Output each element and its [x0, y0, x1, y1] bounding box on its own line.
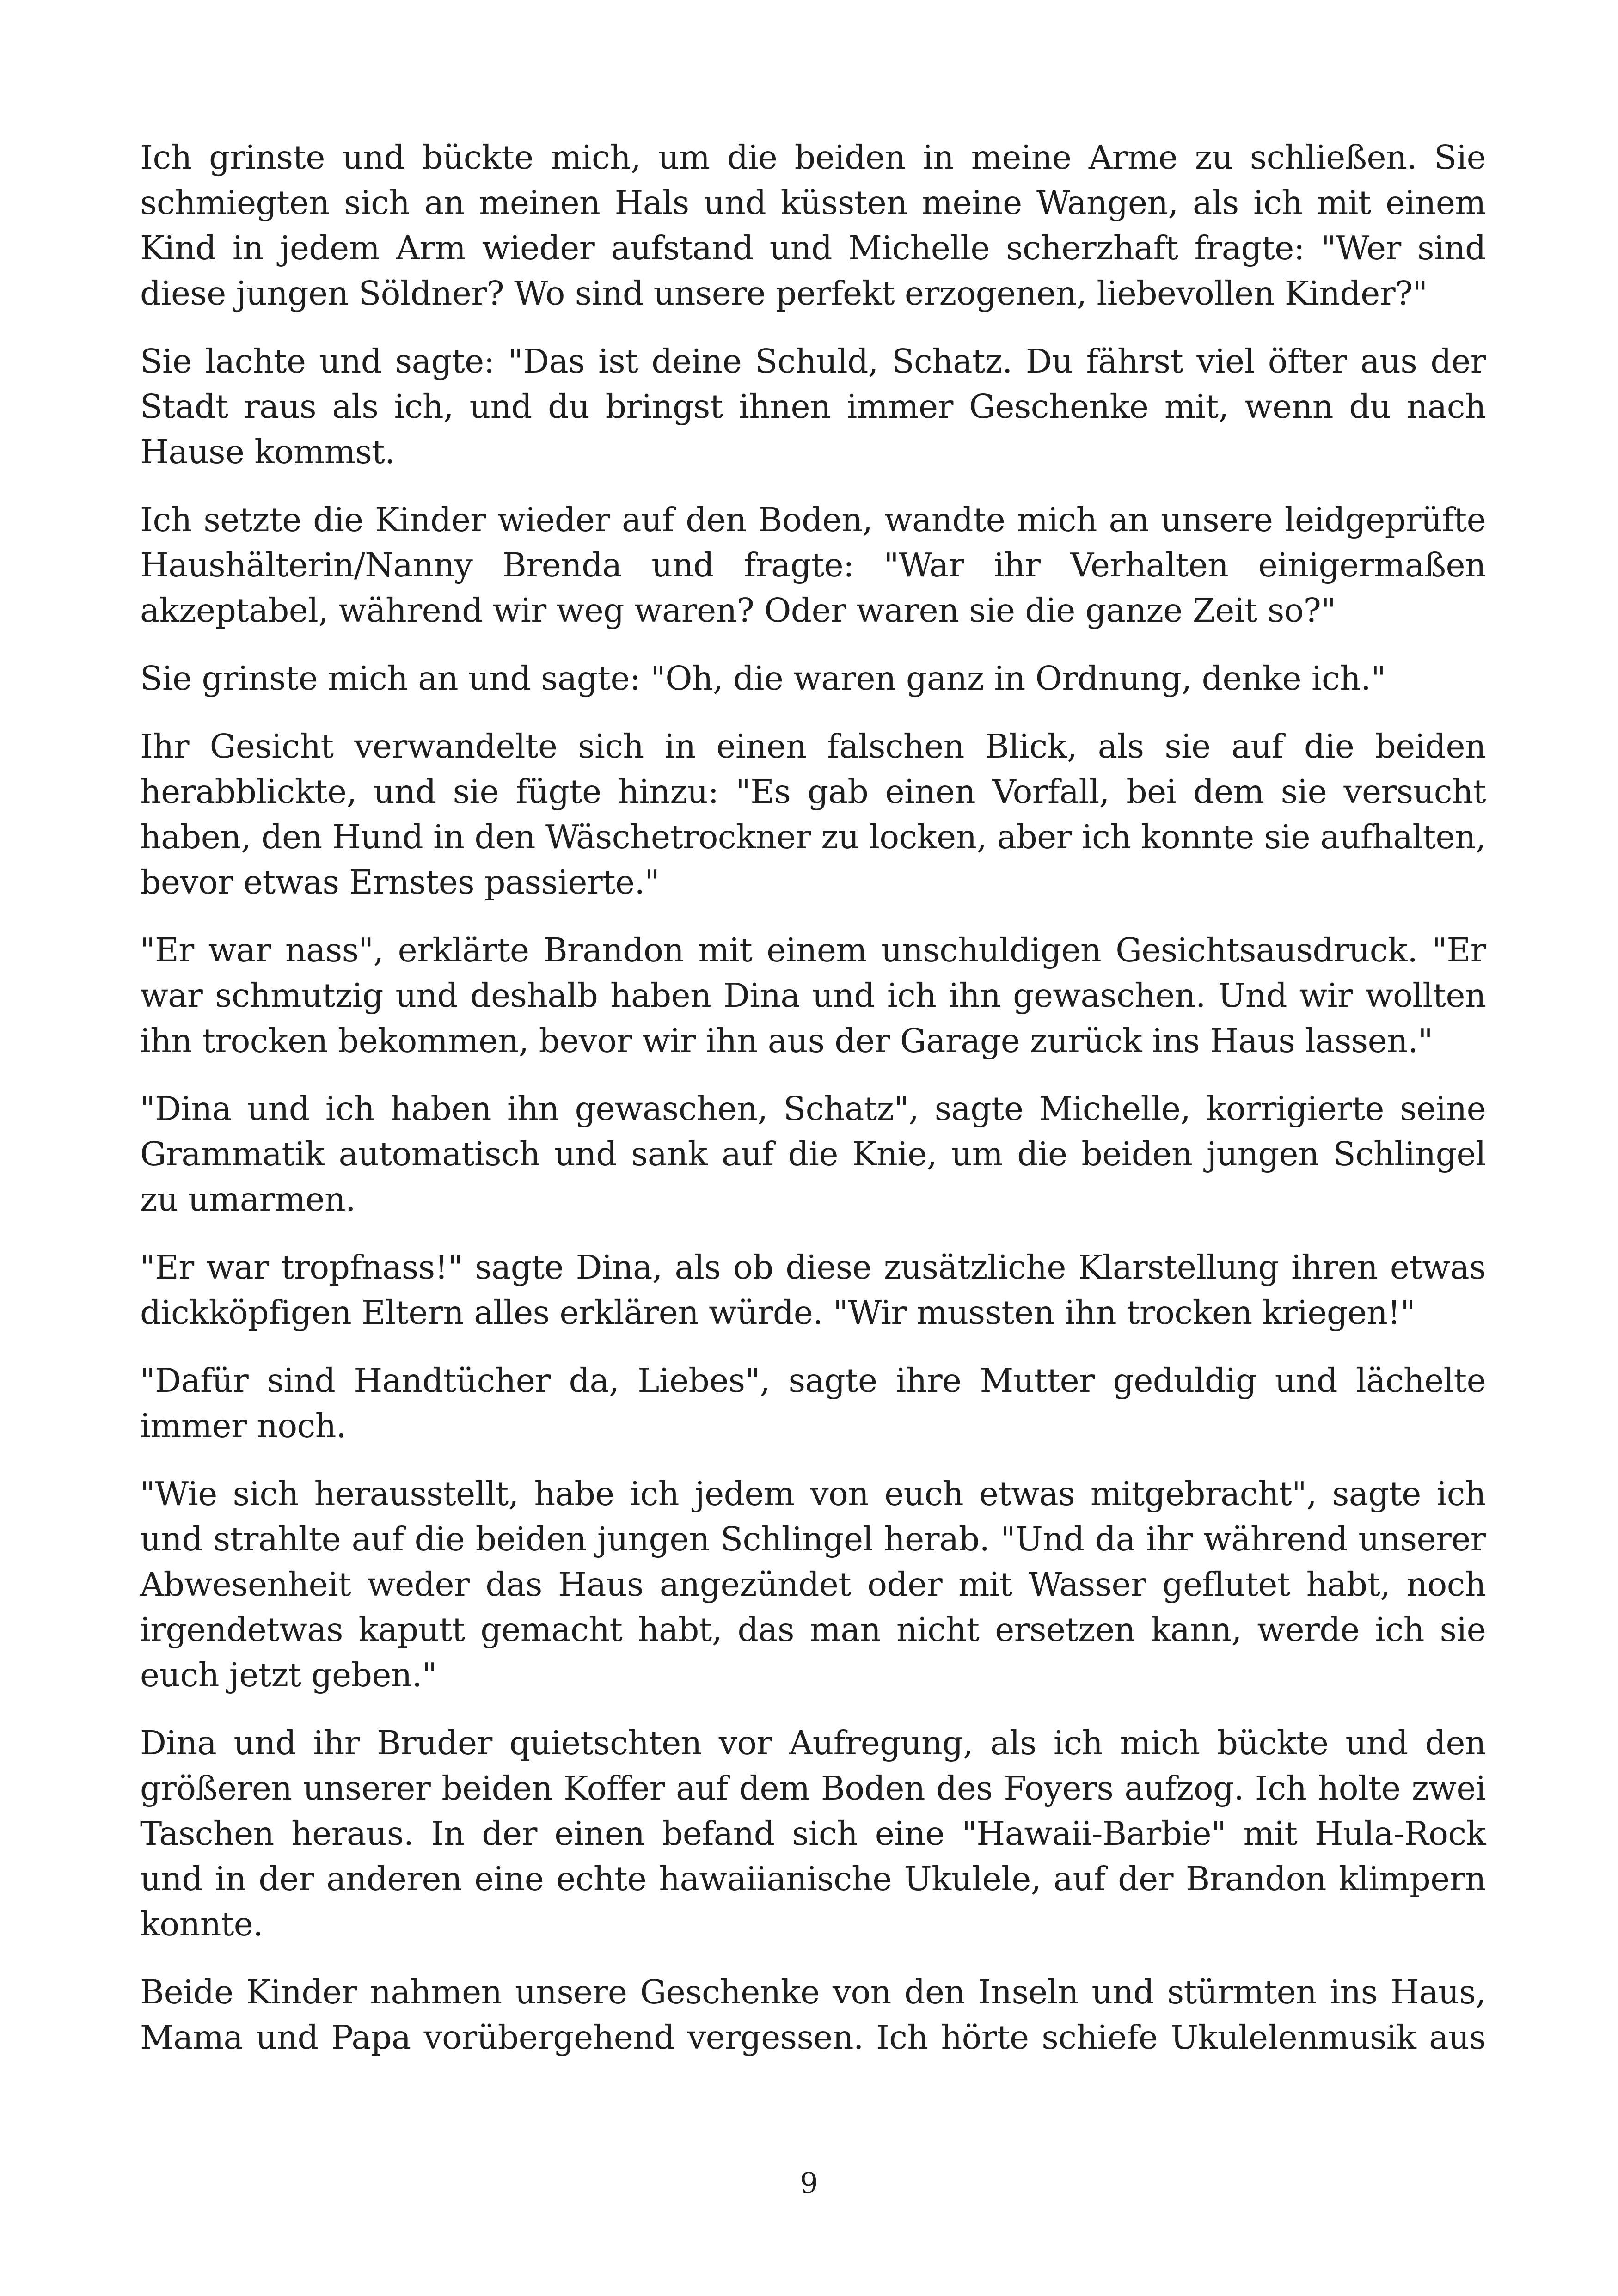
- paragraph-3: Ich setzte die Kinder wieder auf den Boden, wandte mich an unsere leidgeprüfte Haushälterin/Nanny Brenda und fragte: "War ihr Verhalten einigermaßen akzeptabel, während wir weg waren? Oder waren sie die ganze Zeit so?": [140, 501, 1486, 630]
- page-number: 9: [800, 2166, 818, 2200]
- paragraph-11: Dina und ihr Bruder quietschten vor Aufregung, als ich mich bückte und den größeren unserer beiden Koffer auf dem Boden des Foyers aufzog. Ich holte zwei Taschen heraus. In der einen befand sich eine "Hawaii-Barbie" mit Hula-Rock und in der anderen eine echte hawaiianische Ukulele, auf der Brandon klimpern konnte.: [140, 1724, 1486, 1943]
- paragraph-7: "Dina und ich haben ihn gewaschen, Schatz", sagte Michelle, korrigierte seine Grammatik automatisch und sank auf die Knie, um die beiden jungen Schlingel zu umarmen.: [140, 1090, 1486, 1218]
- paragraph-10: "Wie sich herausstellt, habe ich jedem von euch etwas mitgebracht", sagte ich und strahlte auf die beiden jungen Schlingel herab. "Und da ihr während unserer Abwesenheit weder das Haus angezündet oder mit Wasser geflutet habt, noch irgendetwas kaputt gemacht habt, das man nicht ersetzen kann, werde ich sie euch jetzt geben.": [140, 1475, 1486, 1694]
- paragraph-8: "Er war tropfnass!" sagte Dina, als ob diese zusätzliche Klarstellung ihren etwas dickköpfigen Eltern alles erklären würde. "Wir mussten ihn trocken kriegen!": [140, 1248, 1486, 1332]
- paragraph-4: Sie grinste mich an und sagte: "Oh, die waren ganz in Ordnung, denke ich.": [140, 659, 1386, 698]
- paragraph-2: Sie lachte und sagte: "Das ist deine Schuld, Schatz. Du fährst viel öfter aus der Stadt raus als ich, und du bringst ihnen immer Geschenke mit, wenn du nach Hause kommst.: [140, 342, 1486, 471]
- paragraph-5: Ihr Gesicht verwandelte sich in einen falschen Blick, als sie auf die beiden herabblickte, und sie fügte hinzu: "Es gab einen Vorfall, bei dem sie versucht haben, den Hund in den Wäschetrockner zu locken, aber ich konnte sie aufhalten, bevor etwas Ernstes passierte.": [140, 727, 1486, 901]
- paragraph-12: Beide Kinder nahmen unsere Geschenke von den Inseln und stürmten ins Haus, Mama und Papa vorübergehend vergessen. Ich hörte schiefe Ukulelenmusik aus: [140, 1973, 1486, 2057]
- paragraph-6: "Er war nass", erklärte Brandon mit einem unschuldigen Gesichtsausdruck. "Er war schmutzig und deshalb haben Dina und ich ihn gewaschen. Und wir wollten ihn trocken bekommen, bevor wir ihn aus der Garage zurück ins Haus lassen.": [140, 931, 1486, 1060]
- paragraph-9: "Dafür sind Handtücher da, Liebes", sagte ihre Mutter geduldig und lächelte immer noch.: [140, 1361, 1486, 1445]
- paragraph-1: Ich grinste und bückte mich, um die beiden in meine Arme zu schließen. Sie schmiegten sich an meinen Hals und küssten meine Wangen, als ich mit einem Kind in jedem Arm wieder aufstand und Michelle scherzhaft fragte: "Wer sind diese jungen Söldner? Wo sind unsere perfekt erzogenen, liebevollen Kinder?": [140, 138, 1486, 312]
- body-text: [140, 135, 1486, 2060]
